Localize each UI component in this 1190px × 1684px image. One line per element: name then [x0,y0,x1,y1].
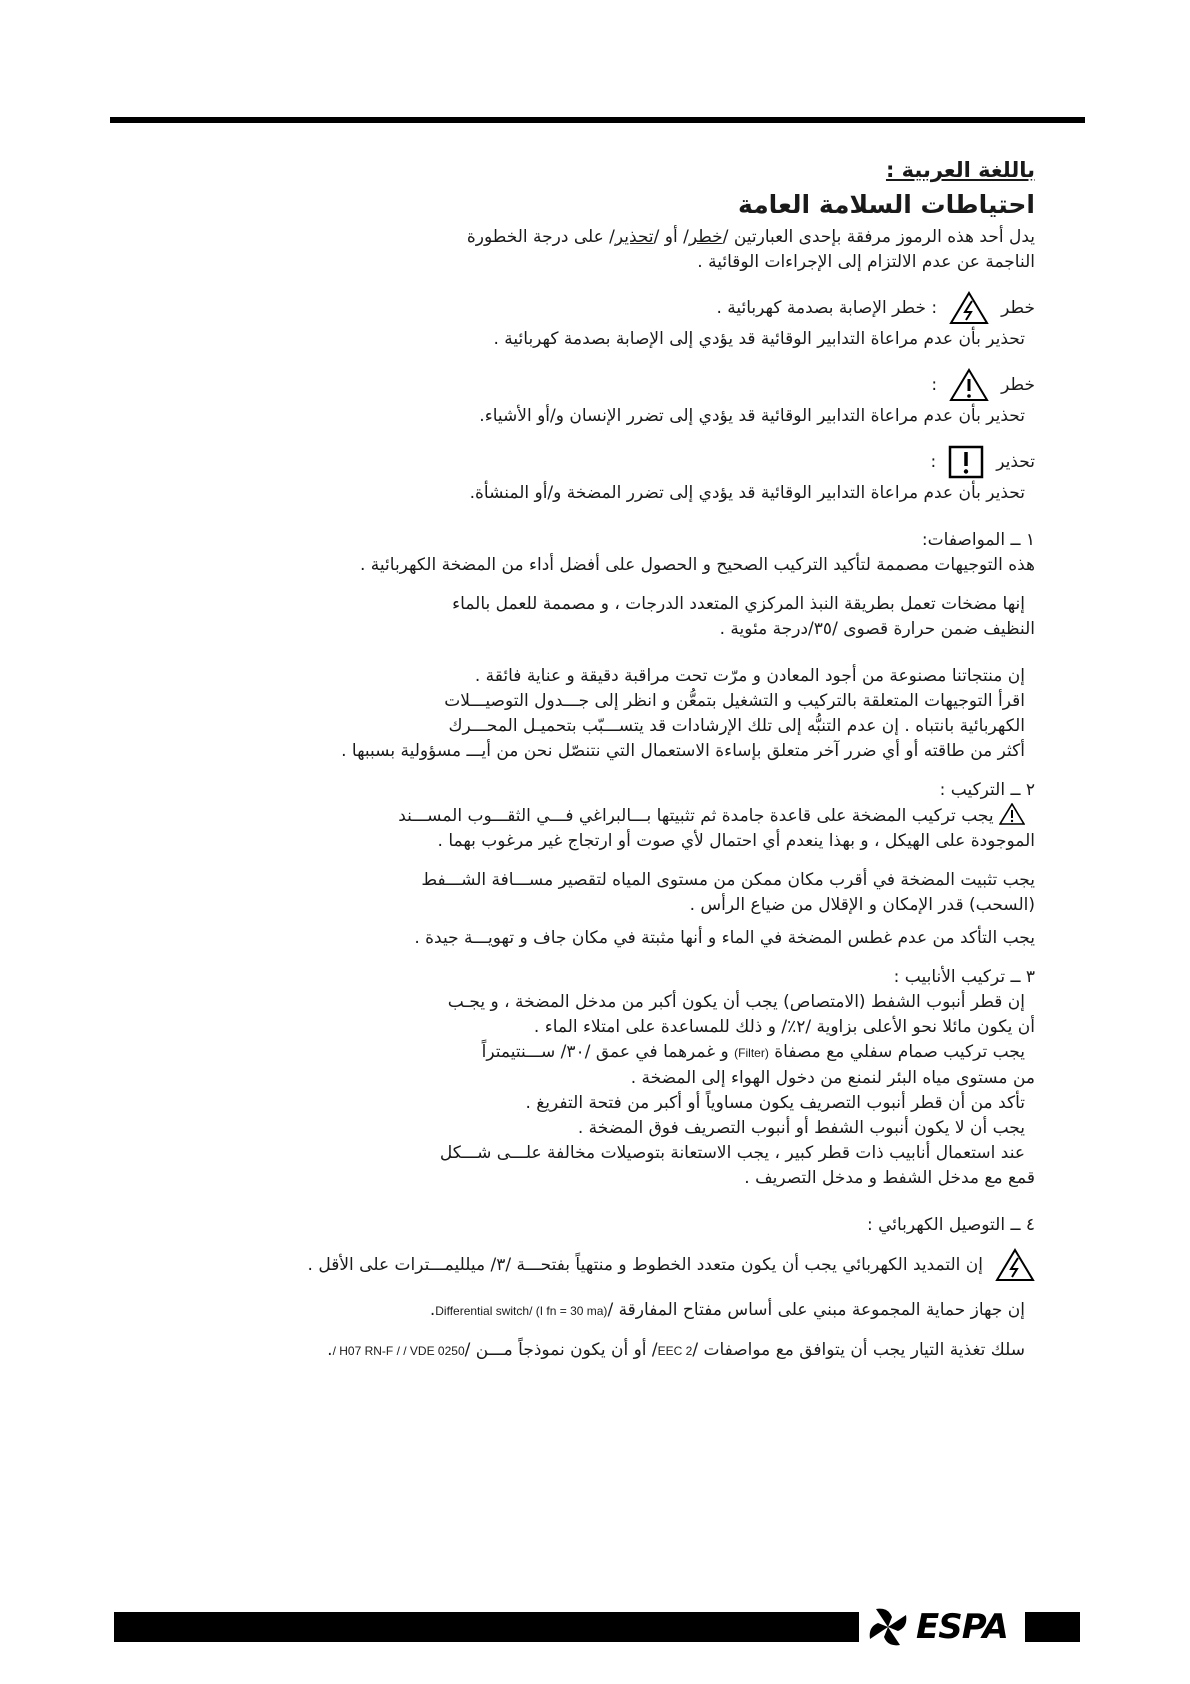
symbol-note: تحذير بأن عدم مراعاة التدابير الوقائية قد يؤدي إلى الإصابة بصدمة كهربائية . [493,329,1025,349]
symbol-label: خطر [1001,374,1035,395]
intro-line-2: الناجمة عن عدم الالتزام إلى الإجراءات الوقائية . [697,252,1035,272]
footer-bar-right [1025,1612,1080,1642]
symbol-row-danger [110,366,1035,404]
differential-switch-spec: Differential switch/ (I fn = 30 ma) [435,1304,608,1318]
section-3-l5: تأكد من أن قطر أنبوب التصريف يكون مساوياً أو أكبر من فتحة التفريغ . [525,1093,1025,1113]
section-4-l2a: إن جهاز حماية المجموعة مبني على أساس مفتاح المفارقة / [607,1300,1025,1320]
section-4-l3c: . [327,1340,333,1360]
symbol-row-warning [110,443,1035,481]
exclamation-triangle-icon [949,368,989,402]
symbol-note: تحذير بأن عدم مراعاة التدابير الوقائية قد يؤدي إلى تضرر الإنسان و/أو الأشياء. [479,406,1025,426]
section-3-l2: أن يكون مائلا نحو الأعلى بزاوية /٢٪/ و ذلك للمساعدة على امتلاء الماء . [533,1017,1035,1037]
symbol-desc: : خطر الإصابة بصدمة كهربائية . [716,297,938,318]
section-2-p1a [110,803,1035,829]
section-3-l7: عند استعمال أنابيب ذات قطر كبير ، يجب الاستعانة بتوصيلات مخالفة علـــى شـــكل [439,1143,1025,1163]
section-4-l3 [110,1338,1035,1364]
page-title: احتياطات السلامة العامة [738,190,1035,219]
section-1-p3d: أكثر من طاقته أو أي ضرر آخر متعلق بإساءة الاستعمال التي نتنصّل نحن من أيـــ مسؤولية بسببها . [341,741,1025,761]
language-heading: باللغة العربية : [885,158,1035,182]
espa-pinwheel-icon [866,1605,910,1649]
section-3-l1: إن قطر أنبوب الشفط (الامتصاص) يجب أن يكون أكبر من مدخل المضخة ، و يجـب [447,992,1025,1012]
section-1-p3b: اقرأ التوجيهات المتعلقة بالتركيب و التشغيل بتمعُّن و انظر إلى جـــدول التوصيـــلات [444,691,1025,711]
section-2-p3: يجب التأكد من عدم غطس المضخة في الماء و أنها مثبتة في مكان جاف و تهويـــة جيدة . [414,928,1035,948]
section-2-p1a-text: يجب تركيب المضخة على قاعدة جامدة ثم تثبيتها بـــالبراغي فـــي الثقـــوب المســـند [398,806,994,826]
electric-shock-triangle-icon [995,1248,1035,1282]
cable-spec: H07 RN-F / / VDE 0250 / [332,1344,465,1358]
section-3-l6: يجب أن لا يكون أنبوب الشفط أو أنبوب التصريف فوق المضخة . [577,1118,1025,1138]
section-4-l2b: . [429,1300,436,1320]
section-4-l3b: / أو أن يكون نموذجاً مـــن / [464,1340,658,1360]
section-3-l3a: يجب تركيب صمام سفلي مع مصفاة [774,1042,1025,1062]
section-1-p3a: إن منتجاتنا مصنوعة من أجود المعادن و مرّت تحت مراقبة دقيقة و عناية فائقة . [474,666,1025,686]
exclamation-triangle-icon [999,803,1025,825]
section-4-l3a: سلك تغذية التيار يجب أن يتوافق مع مواصفات / [692,1340,1025,1360]
section-3-l8: قمع مع مدخل الشفط و مدخل التصريف . [744,1168,1035,1188]
top-rule [110,117,1085,123]
filter-label: (Filter) [734,1046,769,1060]
section-4-l2 [110,1298,1035,1324]
section-1-heading: ١ ــ المواصفات: [921,530,1035,550]
section-2-p2a: يجب تثبيت المضخة في أقرب مكان ممكن من مستوى المياه لتقصير مســـافة الشـــفط [421,870,1035,890]
section-3-l3b: و غمرهما في عمق /٣٠/ ســـنتيمتراً [481,1042,729,1062]
section-2-p2b: (السحب) قدر الإمكان و الإقلال من ضياع الرأس . [689,895,1035,915]
section-1-p2b: النظيف ضمن حرارة قصوى /٣٥/درجة مئوية . [719,619,1035,639]
brand-name: ESPA [916,1607,1008,1647]
section-1-p2a: إنها مضخات تعمل بطريقة النبذ المركزي المتعدد الدرجات ، و مصممة للعمل بالماء [452,594,1025,614]
symbol-label: تحذير [996,451,1035,472]
section-3-l4: من مستوى مياه البئر لنمنع من دخول الهواء إلى المضخة . [630,1068,1035,1088]
exclamation-box-icon [948,445,984,479]
section-4-l1: إن التمديد الكهربائي يجب أن يكون متعدد الخطوط و منتهياً بفتحـــة /٣/ ميلليمـــترات على الأقل . [307,1254,983,1275]
eec-spec: EEC 2 [657,1344,693,1358]
section-2-p1b: الموجودة على الهيكل ، و بهذا ينعدم أي احتمال لأي صوت أو ارتجاج غير مرغوب بهما . [437,831,1035,851]
brand-logo [866,1600,1018,1654]
intro-line-1: يدل أحد هذه الرموز مرفقة بإحدى العبارتين /خطر/ أو /تحذير/ على درجة الخطورة [466,227,1035,247]
section-1-p1: هذه التوجيهات مصممة لتأكيد التركيب الصحيح و الحصول على أفضل أداء من المضخة الكهربائية . [359,555,1035,575]
symbol-note: تحذير بأن عدم مراعاة التدابير الوقائية قد يؤدي إلى تضرر المضخة و/أو المنشأة. [469,483,1025,503]
section-1-p3c: الكهربائية بانتباه . إن عدم التنبُّه إلى تلك الإرشادات قد يتســـبّب بتحميـل المحـــرك [448,716,1025,736]
section-4-heading: ٤ ــ التوصيل الكهربائي : [866,1215,1035,1235]
symbol-label: خطر [1001,297,1035,318]
section-4-l1-row [110,1246,1035,1284]
section-2-heading: ٢ ــ التركيب : [939,780,1035,800]
section-3-heading: ٣ ــ تركيب الأنابيب : [893,967,1035,987]
symbol-desc: : [931,374,938,395]
symbol-desc: : [930,451,937,472]
document-body [110,158,1035,1364]
electric-shock-triangle-icon [949,291,989,325]
footer-bar-left [114,1612,859,1642]
symbol-row-electric [110,289,1035,327]
section-3-l3 [110,1040,1035,1066]
